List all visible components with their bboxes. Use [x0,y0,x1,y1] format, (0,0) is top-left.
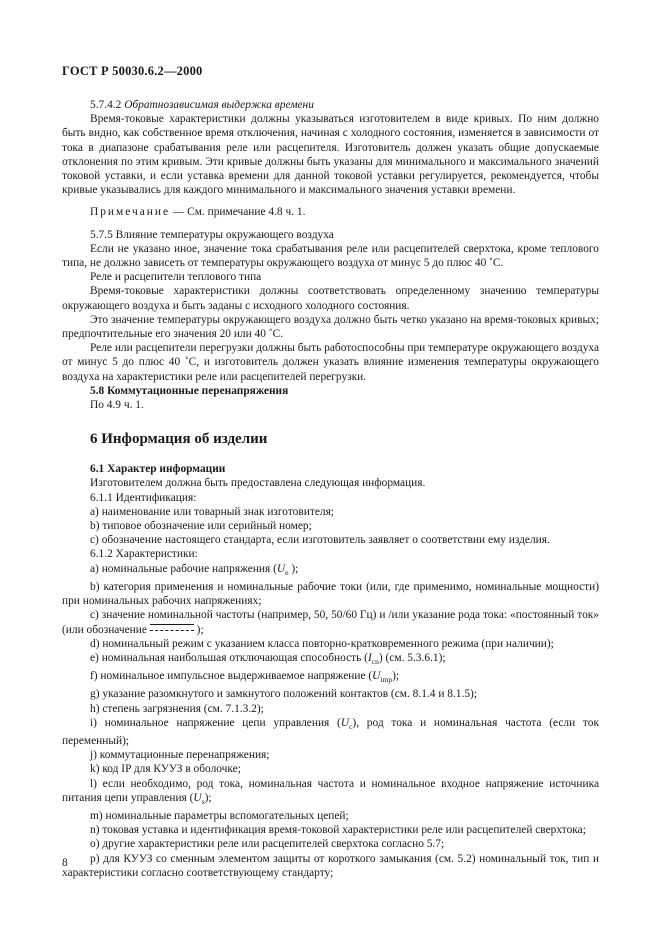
note-label: Примечание [90,206,171,219]
char-i-text: i) номинальное напряжение цепи управления ( [90,716,341,729]
note [62,205,599,219]
list-item-a: а) наименование или товарный знак изготовителя; [90,505,334,518]
clause-5-7-5-p3: Время-токовые характеристики должны соответствовать определенному значению температуры окружающего воздуха и быть заданы с исходного холодного состояния. [62,285,599,312]
char-item-b: b) категория применения и номинальные рабочие токи (или, где применимо, номинальные мощности) при номинальных рабочих напряжениях; [62,580,599,608]
clause-5-7-4-2-heading [62,98,599,112]
symbol-us [193,792,204,804]
char-item-n: n) токовая уставка и идентификация время-токовой характеристики реле или расцепителей сверхтока; [90,824,586,837]
char-item-c [62,608,599,636]
symbol-subscript: e [285,567,289,577]
symbol-letter: U [276,562,286,575]
symbol-subscript: s [201,796,205,806]
document-code-header: ГОСТ Р 50030.6.2—2000 [62,64,203,78]
char-item-d: d) номинальный режим с указанием класса повторно-кратковременного режима (при наличии); [90,637,554,650]
clause-6-1-1-heading: 6.1.1 Идентификация: [90,491,197,504]
char-a-end: ); [291,562,299,575]
char-i-end: ), род тока и номинальная частота (если ток переменный); [62,716,599,747]
clause-5-8-text: По 4.9 ч. 1. [90,399,144,412]
section-6-title: 6 Информация об изделии [90,431,268,448]
char-item-o: о) другие характеристики реле или расцепителей сверхтока согласно 5.7; [90,838,445,851]
clause-5-8-heading: 5.8 Коммутационные перенапряжения [90,384,289,397]
clause-5-7-5-heading: 5.7.5 Влияние температуры окружающего воздуха [90,228,334,241]
symbol-subscript: imp [380,675,393,685]
char-item-j: j) коммутационные перенапряжения; [90,749,270,762]
symbol-icn [368,652,379,664]
clause-6-1-2-heading: 6.1.2 Характеристики: [90,548,198,561]
page-number: 8 [62,857,68,869]
list-item-c: с) обозначение настоящего стандарта, если изготовитель заявляет о соответствии ему изделия. [90,534,550,547]
symbol-letter: U [193,791,202,804]
clause-5-7-5-p5: Реле или расцепители перегрузки должны быть работоспособны при температуре окружающего воздуха от минус 5 до плюс 40 ˚С, и изготовитель должен указать влияние изменения температуры окружающего воздуха на характеристики реле или расцепителей перегрузки. [62,342,599,383]
char-item-f [62,669,599,687]
symbol-letter: U [340,716,350,729]
direct-current-symbol-icon [150,624,194,634]
char-item-g: g) указание разомкнутого и замкнутого положений контактов (см. 8.1.4 и 8.1.5); [90,688,477,701]
symbol-letter: U [372,670,381,683]
char-item-a [62,562,599,580]
clause-title: Обратнозависимая выдержка времени [124,99,314,111]
clause-number: 5.7.4.2 [90,99,122,111]
clause-5-7-5-p2: Реле и расцепители теплового типа [90,271,262,284]
char-a-text: а) номинальные рабочие напряжения ( [90,562,277,575]
clause-5-7-5-p1: Если не указано иное, значение тока срабатывания реле или расцепителей сверхтока, кроме теплового типа, не должно зависеть от температуры окружающего воздуха от минус 5 до плюс 40 ˚С. [62,242,599,270]
symbol-uc [341,717,353,729]
char-item-h: h) степень загрязнения (см. 7.1.3.2); [90,702,264,715]
clause-5-7-4-2-text: Время-токовые характеристики должны указываться изготовителем в виде кривых. По ним должно быть видно, как собственное время отключения, начиная с холодного состояния, изменяется в зависимости от тока в диапазоне срабатывания реле или расцепителя. Изготовитель должен указать общие допускаемые отклонения по этим кривым. Эти кривые должны быть указаны для минимального и максимального значений токовой уставки, и если уставка времени для данной токовой уставки регулируется, рекомендуется, чтобы кривые указывались для каждого минимального и максимального значения уставки времени. [62,113,599,197]
char-c-text: с) значение номинальной частоты (например, 50, 50/60 Гц) и /или указание рода тока: «постоянный ток» (или обозначение [62,609,599,636]
char-f-text: f) номинальное импульсное выдерживаемое напряжение ( [90,670,373,683]
char-item-p: р) для КУУЗ со сменным элементом защиты от короткого замыкания (см. 5.2) номинальный ток, тип и характеристики согласно соответствующему стандарту; [62,852,599,879]
char-item-k: k) код IP для КУУЗ в оболочке; [90,763,241,776]
clause-6-1-heading: 6.1 Характер информации [90,463,226,476]
char-item-i [62,716,599,748]
char-item-l [62,777,599,809]
char-l-text: l) если необходимо, род тока, номинальная частота и номинальное входное напряжение источника питания цепи управления ( [62,777,599,804]
symbol-uimp [372,670,393,685]
symbol-subscript: c [349,721,353,731]
clause-5-7-5-p4: Это значение температуры окружающего воздуха должно быть четко указано на время-токовых кривых; предпочтительные его значения 20 или 40 ˚С. [62,313,599,341]
char-e-end: ) (см. 5.3.6.1); [378,651,446,664]
symbol-subscript: cn [371,656,379,666]
char-c-end: ); [196,623,204,636]
symbol-ue [277,563,289,575]
char-f-end: ); [392,670,400,683]
char-e-text: е) номинальная наибольшая отключающая способность ( [90,651,368,664]
char-item-m: m) номинальные параметры вспомогательных цепей; [90,809,349,822]
char-item-e [62,651,599,669]
list-item-b: b) типовое обозначение или серийный номер; [90,520,312,533]
symbol-letter: I [367,651,372,664]
clause-6-1-intro: Изготовителем должна быть предоставлена следующая информация. [90,477,426,490]
note-text: — См. примечание 4.8 ч. 1. [172,206,306,219]
page-content [62,98,599,880]
char-l-end: ); [204,791,212,804]
